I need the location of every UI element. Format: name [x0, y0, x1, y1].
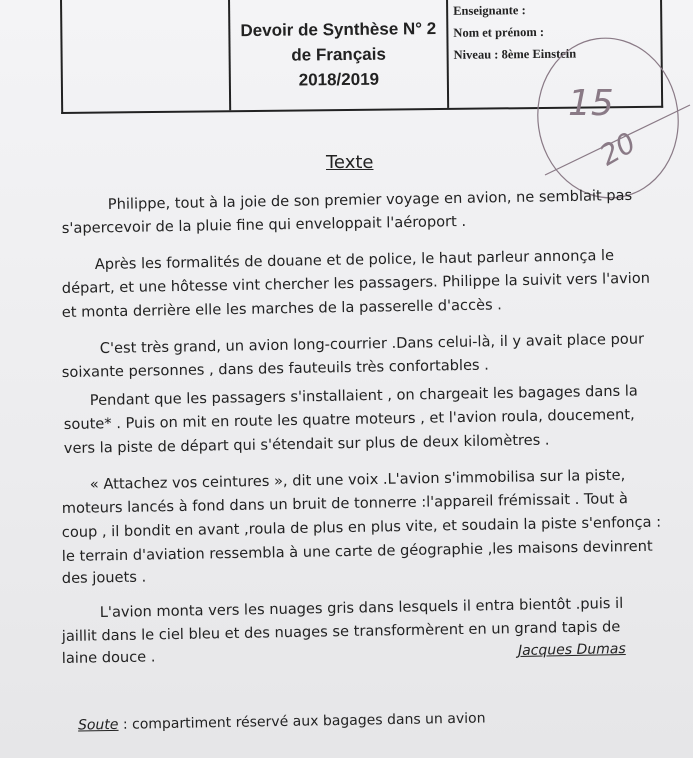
- text-line: Philippe, tout à la joie de son premier voyage en avion, ne semblait pas: [107, 186, 633, 213]
- text-line: des jouets .: [61, 568, 147, 587]
- text-line: moteurs lancés à fond dans un bruit de tonnerre :l'appareil frémissait . Tout à: [61, 490, 628, 517]
- text-line: départ, et une hôtesse vint chercher les passagers. Philippe la suivit vers l'avion: [61, 269, 651, 297]
- text-line: laine douce .: [61, 648, 156, 667]
- title-line: de Français: [291, 44, 386, 65]
- footnote-term: Soute: [77, 716, 119, 734]
- title-line: Devoir de Synthèse N° 2: [240, 19, 437, 41]
- text-line: Après les formalités de douane et de police, le haut parleur annonça le: [94, 246, 615, 273]
- text-line: C'est très grand, un avion long-courrier .Dans celui-là, il y avait place pour: [99, 330, 645, 357]
- author: Jacques Dumas: [517, 641, 626, 659]
- text-line: L'avion monta vers les nuages gris dans lesquels il entra bientôt .puis il: [99, 594, 624, 621]
- title-line: 2018/2019: [298, 69, 380, 90]
- name-field: Nom et prénom :: [453, 24, 545, 40]
- grade-score: 15: [568, 83, 614, 124]
- text-line: « Attachez vos ceintures », dit une voix .L'avion s'immobilisa sur la piste,: [89, 466, 626, 493]
- grade-total: 20: [594, 125, 642, 173]
- text-line: s'apercevoir de la pluie fine qui enveloppait l'aéroport .: [61, 212, 467, 237]
- text-line: jaillit dans le ciel bleu et des nuages se transformèrent en un grand tapis de: [61, 618, 621, 645]
- footnote: [78, 710, 486, 733]
- text-line: et monta derrière elle les marches de la passerelle d'accès .: [61, 296, 503, 321]
- text-line: le terrain d'aviation ressembla à une carte de géographie ,les maisons devinrent: [61, 537, 653, 565]
- text-line: coup , il bondit en avant ,roula de plus en plus vite, et soudain la piste s'enfonça :: [61, 513, 662, 541]
- level-field: Niveau : 8ème Einstein: [453, 46, 577, 62]
- text-line: Pendant que les passagers s'installaient , on chargeait les bagages dans la: [89, 382, 638, 409]
- text-title: Texte: [326, 152, 374, 173]
- text-line: vers la piste de départ qui s'étendait sur plus de deux kilomètres .: [63, 431, 550, 457]
- footnote-definition: : compartiment réservé aux bagages dans un avion: [118, 710, 486, 733]
- text-line: soixante personnes , dans des fauteuils très confortables .: [61, 356, 490, 381]
- teacher-field: Enseignante :: [453, 3, 526, 18]
- text-line: soute* . Puis on mit en route les quatre moteurs , et l'avion roula, doucement,: [63, 406, 635, 433]
